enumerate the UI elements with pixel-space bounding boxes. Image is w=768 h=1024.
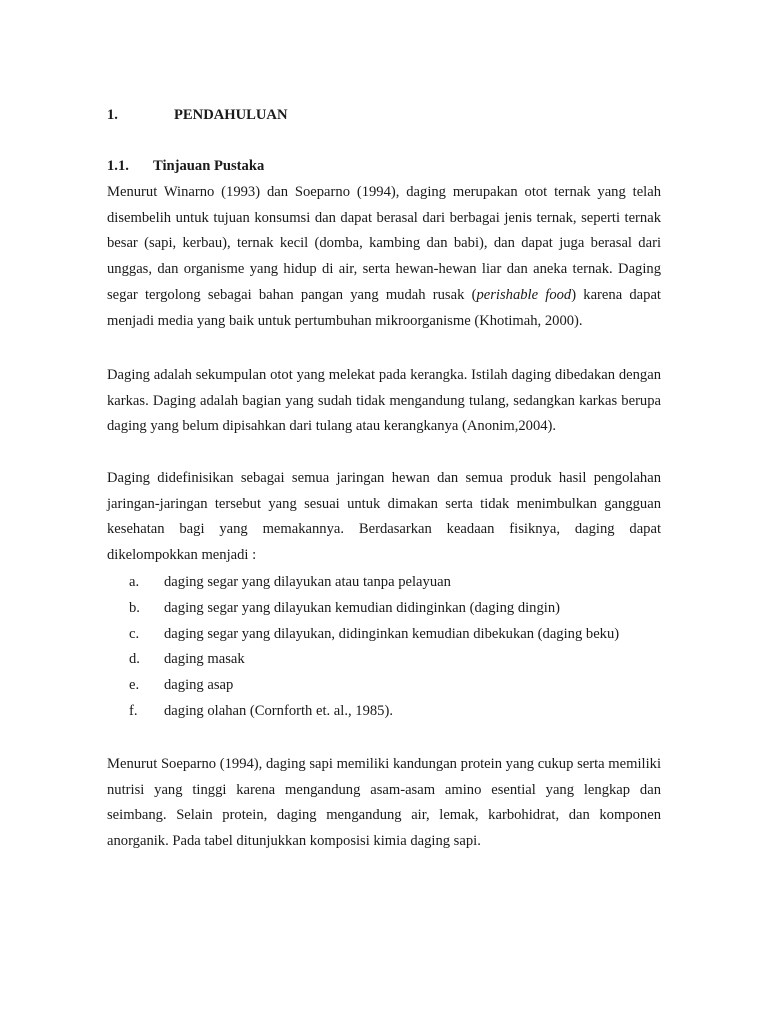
list-item-text: daging segar yang dilayukan, didinginkan kemudian dibekukan (daging beku) (164, 625, 620, 642)
subsection-heading (107, 158, 264, 175)
paragraph-definition-winarno (107, 180, 661, 334)
italic-term: perishable food (476, 286, 572, 303)
list-item-text: daging asap (164, 677, 234, 694)
paragraph-daging-karkas: Daging adalah sekumpulan otot yang melekat pada kerangka. Istilah daging dibedakan dengan karkas. Daging adalah bagian yang sudah tidak mengandung tulang, sedangkan karkas berupa daging yang belum dipisahkan dari tulang atau kerangkanya (Anonim,2004). (107, 367, 661, 435)
list-marker: f. (129, 702, 138, 719)
list-marker: d. (129, 651, 140, 668)
section-number: 1. (107, 107, 118, 123)
list-marker: b. (129, 599, 140, 616)
paragraph-text: Menurut Winarno (1993) dan Soeparno (1994), daging merupakan otot ternak yang telah disembelih untuk tujuan konsumsi dan dapat berasal dari berbagai jenis ternak, seperti ternak besar (sapi, kerbau), ternak kecil (domba, kambing dan babi), dan dapat juga berasal dari unggas, dan organisme yang hidup di air, serta hewan-hewan liar dan aneka ternak. Daging segar tergolong sebagai bahan pangan yang mudah rusak ( (107, 184, 661, 303)
subsection-title: Tinjauan Pustaka (153, 158, 265, 174)
paragraph-text: ) karena dapat menjadi media yang baik untuk pertumbuhan mikroorganisme (Khotimah, 2000). (107, 286, 661, 329)
subsection-number: 1.1. (107, 158, 129, 174)
list-item-text: daging olahan (Cornforth et. al., 1985). (164, 702, 393, 719)
list-item-text: daging segar yang dilayukan kemudian didinginkan (daging dingin) (164, 599, 560, 616)
section-title: PENDAHULUAN (174, 107, 288, 123)
list-item-text: daging segar yang dilayukan atau tanpa pelayuan (164, 574, 451, 590)
list-marker: a. (129, 574, 140, 590)
paragraph-definition-jaringan: Daging didefinisikan sebagai semua jaringan hewan dan semua produk hasil pengolahan jaringan-jaringan tersebut yang sesuai untuk dimakan serta tidak menimbulkan gangguan kesehatan bagi yang memakannya. Berdasarkan keadaan fisiknya, daging dapat dikelompokkan menjadi : (107, 470, 661, 564)
list-marker: e. (129, 677, 140, 694)
list-item-text: daging masak (164, 651, 245, 668)
list-marker: c. (129, 625, 140, 642)
section-heading (107, 107, 288, 124)
paragraph-protein-sapi: Menurut Soeparno (1994), daging sapi memiliki kandungan protein yang cukup serta memiliki nutrisi yang tinggi karena mengandung asam-asam amino esential yang lengkap dan seimbang. Selain protein, daging mengandung air, lemak, karbohidrat, dan komponen anorganik. Pada tabel ditunjukkan komposisi kimia daging sapi. (107, 756, 661, 850)
